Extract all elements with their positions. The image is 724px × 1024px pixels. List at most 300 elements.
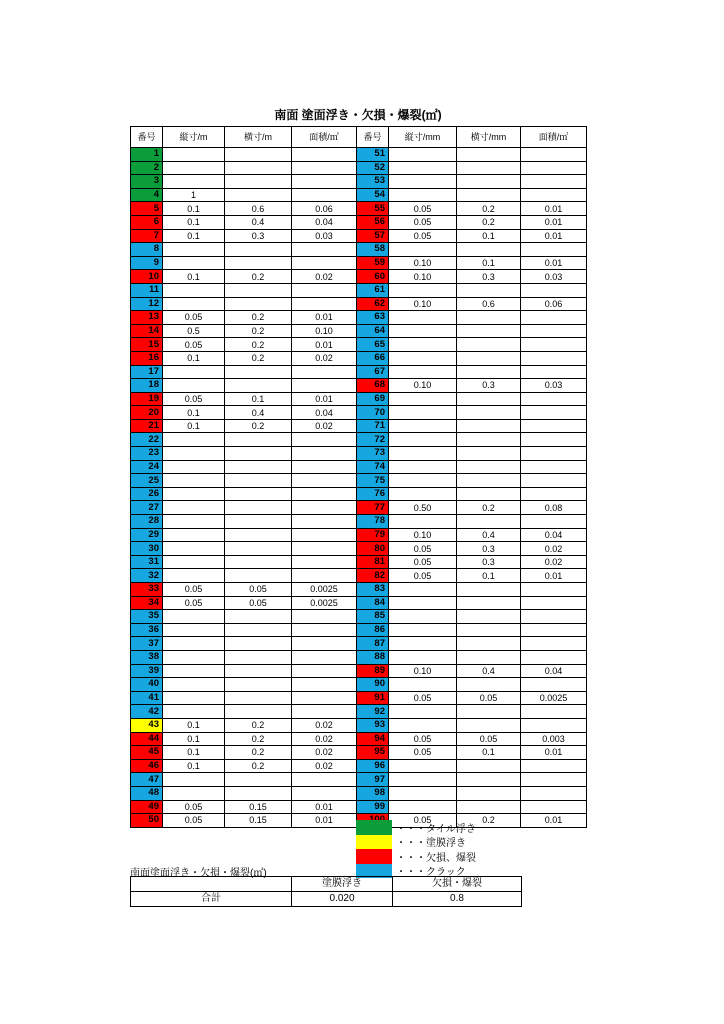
area-cell — [521, 324, 587, 338]
area-cell — [521, 447, 587, 461]
table-row — [131, 392, 587, 406]
width-cell — [225, 555, 292, 569]
width-cell — [225, 664, 292, 678]
table-row — [131, 732, 587, 746]
item-number-cell: 43 — [131, 718, 163, 732]
area-cell: 0.01 — [292, 800, 357, 814]
area-cell — [521, 311, 587, 325]
item-number-cell: 5 — [131, 202, 163, 216]
height-cell — [389, 623, 457, 637]
item-number-cell: 86 — [357, 623, 389, 637]
height-cell: 0.05 — [389, 732, 457, 746]
width-cell — [457, 610, 521, 624]
height-cell: 0.10 — [389, 379, 457, 393]
width-cell: 0.3 — [457, 542, 521, 556]
item-number-cell: 49 — [131, 800, 163, 814]
legend-item-spalling — [356, 849, 476, 864]
height-cell: 0.10 — [389, 297, 457, 311]
width-cell: 0.2 — [225, 746, 292, 760]
item-number-cell: 70 — [357, 406, 389, 420]
height-cell: 0.10 — [389, 528, 457, 542]
height-cell: 0.05 — [389, 542, 457, 556]
height-cell: 0.05 — [163, 596, 225, 610]
area-cell: 0.02 — [292, 746, 357, 760]
area-cell — [521, 637, 587, 651]
height-cell — [163, 256, 225, 270]
height-cell — [389, 447, 457, 461]
item-number-cell: 34 — [131, 596, 163, 610]
width-cell: 0.3 — [457, 270, 521, 284]
height-cell: 0.05 — [389, 691, 457, 705]
height-cell — [163, 501, 225, 515]
header-width-mm: 横寸/mm — [457, 127, 521, 148]
summary-total-row — [131, 892, 522, 907]
width-cell — [225, 773, 292, 787]
item-number-cell: 17 — [131, 365, 163, 379]
area-cell: 0.0025 — [292, 583, 357, 597]
item-number-cell: 65 — [357, 338, 389, 352]
width-cell — [457, 311, 521, 325]
height-cell — [389, 243, 457, 257]
area-cell — [292, 433, 357, 447]
width-cell: 0.15 — [225, 800, 292, 814]
item-number-cell: 10 — [131, 270, 163, 284]
area-cell — [521, 460, 587, 474]
width-cell: 0.1 — [457, 569, 521, 583]
height-cell — [389, 487, 457, 501]
table-row — [131, 215, 587, 229]
height-cell — [389, 786, 457, 800]
width-cell: 0.05 — [457, 691, 521, 705]
area-cell — [292, 623, 357, 637]
area-cell — [521, 419, 587, 433]
header-number-right: 番号 — [357, 127, 389, 148]
area-cell — [521, 392, 587, 406]
item-number-cell: 21 — [131, 419, 163, 433]
height-cell — [163, 705, 225, 719]
area-cell — [521, 705, 587, 719]
area-cell — [292, 501, 357, 515]
height-cell — [389, 392, 457, 406]
item-number-cell: 92 — [357, 705, 389, 719]
area-cell: 0.02 — [292, 270, 357, 284]
area-cell — [521, 610, 587, 624]
area-cell — [292, 786, 357, 800]
table-row — [131, 583, 587, 597]
height-cell: 0.1 — [163, 759, 225, 773]
width-cell — [457, 515, 521, 529]
width-cell — [457, 148, 521, 162]
area-cell — [521, 623, 587, 637]
height-cell — [389, 406, 457, 420]
area-cell — [292, 678, 357, 692]
item-number-cell: 11 — [131, 283, 163, 297]
area-cell — [292, 283, 357, 297]
area-cell: 0.02 — [292, 718, 357, 732]
width-cell: 0.1 — [457, 256, 521, 270]
area-cell: 0.02 — [292, 351, 357, 365]
width-cell: 0.1 — [457, 229, 521, 243]
height-cell: 0.10 — [389, 664, 457, 678]
area-cell: 0.02 — [292, 732, 357, 746]
area-cell: 0.06 — [521, 297, 587, 311]
item-number-cell: 12 — [131, 297, 163, 311]
area-cell: 0.02 — [521, 555, 587, 569]
area-cell — [521, 786, 587, 800]
height-cell: 0.05 — [163, 311, 225, 325]
height-cell — [389, 773, 457, 787]
summary-header-row — [131, 877, 522, 892]
height-cell: 0.05 — [163, 338, 225, 352]
height-cell — [389, 610, 457, 624]
width-cell — [457, 759, 521, 773]
height-cell: 0.1 — [163, 202, 225, 216]
item-number-cell: 4 — [131, 188, 163, 202]
area-cell — [292, 705, 357, 719]
item-number-cell: 33 — [131, 583, 163, 597]
item-number-cell: 1 — [131, 148, 163, 162]
height-cell — [163, 148, 225, 162]
item-number-cell: 80 — [357, 542, 389, 556]
item-number-cell: 8 — [131, 243, 163, 257]
area-cell — [521, 773, 587, 787]
height-cell — [389, 324, 457, 338]
item-number-cell: 19 — [131, 392, 163, 406]
item-number-cell: 97 — [357, 773, 389, 787]
item-number-cell: 20 — [131, 406, 163, 420]
height-cell — [163, 379, 225, 393]
table-row — [131, 256, 587, 270]
height-cell: 0.50 — [389, 501, 457, 515]
height-cell: 0.1 — [163, 419, 225, 433]
height-cell: 0.05 — [163, 800, 225, 814]
width-cell: 0.15 — [225, 814, 292, 828]
width-cell: 0.2 — [225, 718, 292, 732]
area-cell — [292, 297, 357, 311]
width-cell: 0.2 — [225, 759, 292, 773]
legend-swatch-green — [356, 820, 392, 835]
item-number-cell: 47 — [131, 773, 163, 787]
table-row — [131, 148, 587, 162]
width-cell — [457, 637, 521, 651]
item-number-cell: 29 — [131, 528, 163, 542]
item-number-cell: 2 — [131, 161, 163, 175]
header-number-left: 番号 — [131, 127, 163, 148]
width-cell — [225, 161, 292, 175]
width-cell — [225, 501, 292, 515]
height-cell — [163, 474, 225, 488]
item-number-cell: 88 — [357, 650, 389, 664]
width-cell — [225, 623, 292, 637]
area-cell — [521, 800, 587, 814]
legend-item-coating — [356, 835, 476, 850]
area-cell — [521, 759, 587, 773]
height-cell: 0.05 — [163, 814, 225, 828]
width-cell — [457, 433, 521, 447]
legend-label: ・・・クラック — [396, 867, 466, 879]
height-cell — [163, 637, 225, 651]
area-cell: 0.08 — [521, 501, 587, 515]
legend-item-tile — [356, 820, 476, 835]
area-cell — [521, 365, 587, 379]
table-row — [131, 161, 587, 175]
item-number-cell: 66 — [357, 351, 389, 365]
height-cell — [389, 419, 457, 433]
item-number-cell: 24 — [131, 460, 163, 474]
area-cell — [521, 406, 587, 420]
width-cell — [457, 800, 521, 814]
area-cell: 0.01 — [292, 814, 357, 828]
area-cell — [521, 650, 587, 664]
width-cell: 0.2 — [457, 814, 521, 828]
width-cell — [457, 487, 521, 501]
height-cell — [389, 338, 457, 352]
table-row — [131, 311, 587, 325]
item-number-cell: 22 — [131, 433, 163, 447]
item-number-cell: 94 — [357, 732, 389, 746]
table-row — [131, 664, 587, 678]
area-cell — [521, 583, 587, 597]
item-number-cell: 28 — [131, 515, 163, 529]
area-cell: 0.01 — [521, 746, 587, 760]
item-number-cell: 27 — [131, 501, 163, 515]
item-number-cell: 67 — [357, 365, 389, 379]
width-cell — [225, 691, 292, 705]
item-number-cell: 68 — [357, 379, 389, 393]
table-row — [131, 569, 587, 583]
width-cell — [225, 297, 292, 311]
height-cell: 0.1 — [163, 229, 225, 243]
area-cell: 0.0025 — [521, 691, 587, 705]
height-cell — [163, 447, 225, 461]
item-number-cell: 82 — [357, 569, 389, 583]
width-cell: 0.05 — [457, 732, 521, 746]
area-cell — [521, 596, 587, 610]
item-number-cell: 77 — [357, 501, 389, 515]
width-cell — [225, 474, 292, 488]
item-number-cell: 32 — [131, 569, 163, 583]
width-cell — [225, 569, 292, 583]
item-number-cell: 99 — [357, 800, 389, 814]
height-cell — [389, 637, 457, 651]
width-cell — [225, 365, 292, 379]
height-cell — [163, 773, 225, 787]
area-cell: 0.01 — [521, 215, 587, 229]
area-cell — [292, 148, 357, 162]
item-number-cell: 41 — [131, 691, 163, 705]
table-row — [131, 419, 587, 433]
item-number-cell: 45 — [131, 746, 163, 760]
item-number-cell: 9 — [131, 256, 163, 270]
area-cell — [292, 460, 357, 474]
item-number-cell: 15 — [131, 338, 163, 352]
width-cell: 0.3 — [225, 229, 292, 243]
height-cell: 0.05 — [389, 215, 457, 229]
height-cell — [163, 569, 225, 583]
width-cell — [457, 406, 521, 420]
item-number-cell: 37 — [131, 637, 163, 651]
item-number-cell: 71 — [357, 419, 389, 433]
height-cell: 0.05 — [389, 569, 457, 583]
item-number-cell: 93 — [357, 718, 389, 732]
width-cell: 0.4 — [457, 528, 521, 542]
item-number-cell: 74 — [357, 460, 389, 474]
area-cell — [521, 148, 587, 162]
area-cell — [292, 610, 357, 624]
width-cell — [457, 351, 521, 365]
height-cell — [163, 555, 225, 569]
table-row — [131, 175, 587, 189]
item-number-cell: 52 — [357, 161, 389, 175]
area-cell — [292, 664, 357, 678]
table-row — [131, 270, 587, 284]
item-number-cell: 85 — [357, 610, 389, 624]
height-cell — [389, 705, 457, 719]
area-cell — [292, 379, 357, 393]
area-cell: 0.03 — [521, 270, 587, 284]
area-cell — [292, 650, 357, 664]
area-cell — [521, 175, 587, 189]
item-number-cell: 26 — [131, 487, 163, 501]
item-number-cell: 87 — [357, 637, 389, 651]
area-cell: 0.03 — [292, 229, 357, 243]
item-number-cell: 31 — [131, 555, 163, 569]
height-cell — [163, 542, 225, 556]
header-height-mm: 縦寸/mm — [389, 127, 457, 148]
item-number-cell: 30 — [131, 542, 163, 556]
area-cell: 0.01 — [292, 338, 357, 352]
table-row — [131, 759, 587, 773]
height-cell: 0.05 — [163, 583, 225, 597]
height-cell: 0.05 — [163, 392, 225, 406]
table-row — [131, 746, 587, 760]
summary-header-spalling: 欠損・爆裂 — [393, 877, 522, 892]
height-cell — [389, 311, 457, 325]
area-cell — [521, 487, 587, 501]
header-height-m: 縦寸/m — [163, 127, 225, 148]
item-number-cell: 61 — [357, 283, 389, 297]
item-number-cell: 76 — [357, 487, 389, 501]
item-number-cell: 84 — [357, 596, 389, 610]
width-cell: 0.4 — [457, 664, 521, 678]
width-cell — [225, 283, 292, 297]
area-cell: 0.01 — [292, 311, 357, 325]
item-number-cell: 58 — [357, 243, 389, 257]
width-cell — [457, 447, 521, 461]
area-cell: 0.003 — [521, 732, 587, 746]
height-cell — [163, 786, 225, 800]
height-cell — [163, 623, 225, 637]
width-cell: 0.2 — [225, 351, 292, 365]
table-row — [131, 528, 587, 542]
item-number-cell: 75 — [357, 474, 389, 488]
area-cell — [292, 569, 357, 583]
area-cell — [292, 447, 357, 461]
height-cell — [389, 583, 457, 597]
legend-label: ・・・タイル浮き — [396, 823, 476, 835]
width-cell: 0.1 — [225, 392, 292, 406]
width-cell — [225, 650, 292, 664]
height-cell — [389, 460, 457, 474]
width-cell — [225, 637, 292, 651]
area-cell: 0.01 — [521, 229, 587, 243]
item-number-cell: 38 — [131, 650, 163, 664]
area-cell — [292, 515, 357, 529]
area-cell: 0.04 — [292, 215, 357, 229]
item-number-cell: 91 — [357, 691, 389, 705]
height-cell: 0.1 — [163, 746, 225, 760]
area-cell: 0.02 — [292, 759, 357, 773]
height-cell — [389, 283, 457, 297]
item-number-cell: 64 — [357, 324, 389, 338]
item-number-cell: 25 — [131, 474, 163, 488]
item-number-cell: 46 — [131, 759, 163, 773]
width-cell — [225, 542, 292, 556]
height-cell: 0.05 — [389, 555, 457, 569]
height-cell — [389, 175, 457, 189]
item-number-cell: 57 — [357, 229, 389, 243]
width-cell — [457, 283, 521, 297]
height-cell — [389, 759, 457, 773]
height-cell — [389, 515, 457, 529]
height-cell — [389, 351, 457, 365]
item-number-cell: 73 — [357, 447, 389, 461]
table-row — [131, 351, 587, 365]
width-cell: 0.2 — [225, 419, 292, 433]
item-number-cell: 3 — [131, 175, 163, 189]
table-row — [131, 447, 587, 461]
height-cell: 0.1 — [163, 406, 225, 420]
table-row — [131, 596, 587, 610]
height-cell — [163, 678, 225, 692]
width-cell — [457, 474, 521, 488]
summary-title: 南面塗面浮き・欠損・爆裂(㎡) — [130, 868, 267, 879]
width-cell — [457, 460, 521, 474]
height-cell — [389, 678, 457, 692]
width-cell — [457, 419, 521, 433]
height-cell: 0.05 — [389, 202, 457, 216]
width-cell — [457, 705, 521, 719]
width-cell: 0.2 — [457, 215, 521, 229]
height-cell: 0.05 — [389, 814, 457, 828]
legend-label: ・・・欠損、爆裂 — [396, 852, 476, 864]
table-row — [131, 338, 587, 352]
item-number-cell: 42 — [131, 705, 163, 719]
summary-total-label: 合計 — [131, 892, 292, 907]
height-cell: 1 — [163, 188, 225, 202]
area-cell — [521, 718, 587, 732]
item-number-cell: 18 — [131, 379, 163, 393]
area-cell: 0.10 — [292, 324, 357, 338]
area-cell — [521, 474, 587, 488]
item-number-cell: 59 — [357, 256, 389, 270]
summary-header-coating: 塗膜浮き — [292, 877, 393, 892]
item-number-cell: 95 — [357, 746, 389, 760]
width-cell — [225, 528, 292, 542]
item-number-cell: 62 — [357, 297, 389, 311]
area-cell — [521, 351, 587, 365]
table-row — [131, 460, 587, 474]
width-cell — [457, 678, 521, 692]
table-row — [131, 515, 587, 529]
area-cell: 0.01 — [521, 256, 587, 270]
area-cell: 0.02 — [521, 542, 587, 556]
height-cell — [389, 596, 457, 610]
width-cell — [457, 773, 521, 787]
item-number-cell: 69 — [357, 392, 389, 406]
area-cell: 0.03 — [521, 379, 587, 393]
table-row — [131, 786, 587, 800]
